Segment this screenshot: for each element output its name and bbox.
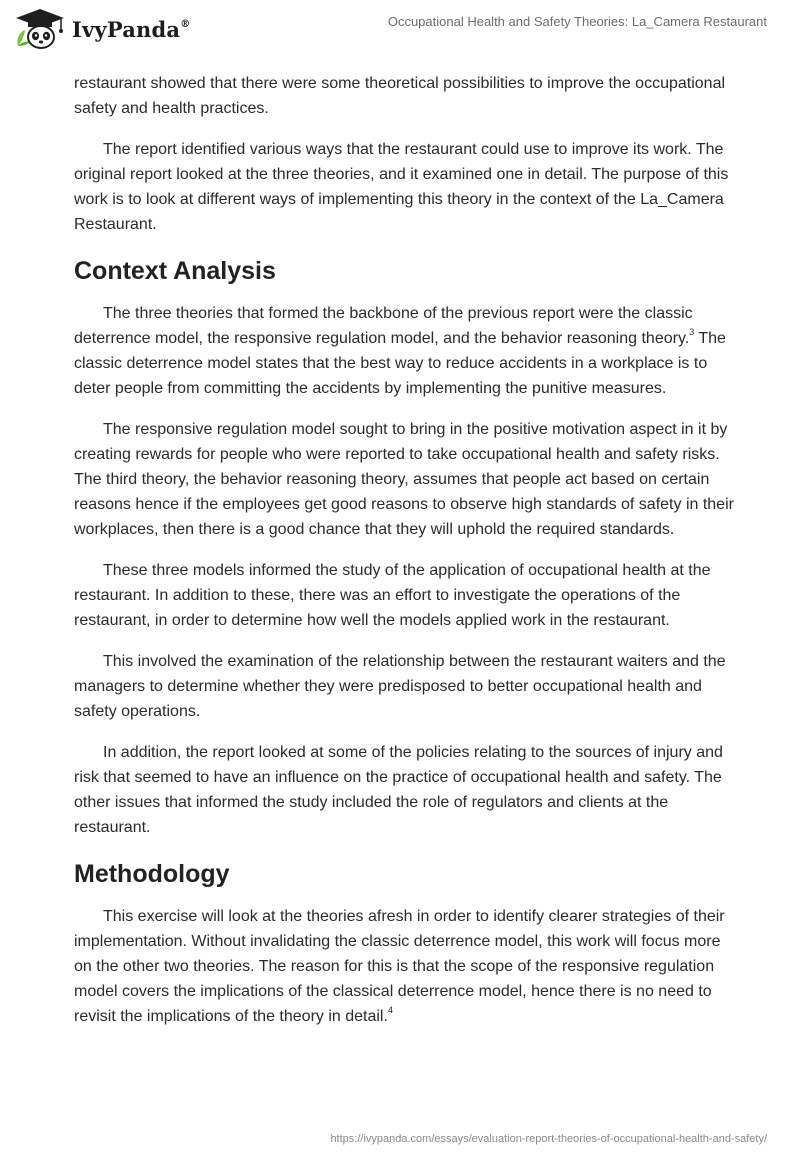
paragraph [74, 301, 734, 401]
source-url[interactable]: https://ivypanda.com/essays/evaluation-report-theories-of-occupational-health-and-safety/ [330, 1133, 767, 1145]
brand-name: IvyPanda® [72, 16, 191, 42]
paragraph-continuation: restaurant showed that there were some theoretical possibilities to improve the occupational safety and health practices. [74, 75, 726, 117]
panda-graduate-icon [14, 8, 66, 50]
section-heading-context-analysis: Context Analysis [74, 257, 276, 285]
paragraph: These three models informed the study of the application of occupational health at the restaurant. In addition to these, there was an effort to investigate the operations of the restaurant, in order to determine how well the models applied work in the restaurant. [74, 562, 711, 629]
paragraph [74, 904, 734, 1029]
paragraph: The report identified various ways that the restaurant could use to improve its work. The original report looked at the three theories, and it examined one in detail. The purpose of this work is to look at different ways of implementing this theory in the context of the La_Camera Restaurant. [74, 141, 729, 233]
brand-logo[interactable] [14, 8, 190, 50]
registered-mark: ® [180, 18, 191, 30]
paragraph-text: The classic deterrence model states that the best way to reduce accidents in a workplace is to deter people from committing the accidents by implementing the punitive measures. [74, 330, 726, 397]
paragraph: This involved the examination of the relationship between the restaurant waiters and the managers to determine whether they were predisposed to better occupational health and safety operations. [74, 653, 726, 720]
paragraph-text: The three theories that formed the backbone of the previous report were the classic deterrence model, the responsive regulation model, and the behavior reasoning theory. [74, 305, 693, 347]
footnote-marker[interactable]: 3 [689, 326, 695, 337]
essay-content [74, 71, 734, 1045]
document-title: Occupational Health and Safety Theories: La_Camera Restaurant [387, 14, 767, 29]
page-header [0, 0, 800, 60]
footnote-marker[interactable]: 4 [387, 1004, 393, 1015]
paragraph-text: This exercise will look at the theories afresh in order to identify clearer strategies of their implementation. Without invalidating the classic deterrence model, this work will focus more on the other two theories. The reason for this is that the scope of the responsive regulation model covers the implications of the classical deterrence model, hence there is no need to revisit the implications of the theory in detail. [74, 908, 725, 1025]
section-heading-methodology: Methodology [74, 860, 230, 888]
paragraph: The responsive regulation model sought to bring in the positive motivation aspect in it by creating rewards for people who were reported to take occupational health and safety risks. The third theory, the behavior reasoning theory, assumes that people act based on certain reasons hence if the employees get good reasons to observe high standards of safety in their workplaces, then there is a good chance that they will uphold the required standards. [74, 421, 734, 538]
paragraph: In addition, the report looked at some of the policies relating to the sources of injury and risk that seemed to have an influence on the practice of occupational health and safety. The other issues that informed the study included the role of regulators and clients at the restaurant. [74, 744, 723, 836]
